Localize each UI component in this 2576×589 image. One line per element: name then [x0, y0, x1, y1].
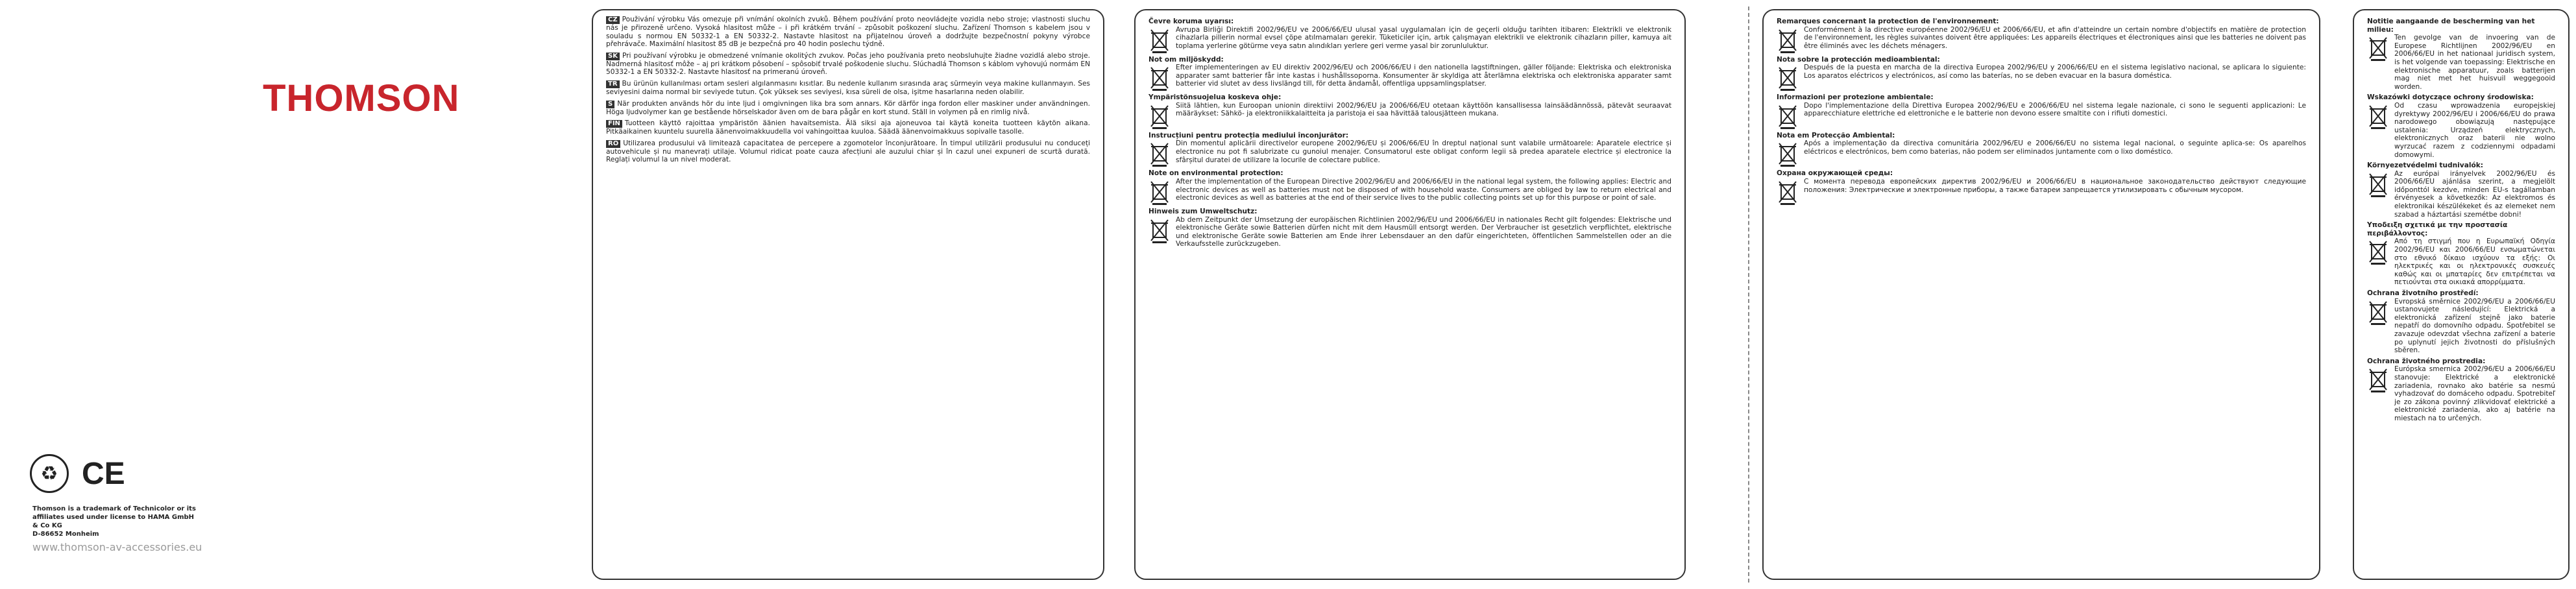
section-text: Utilizarea produsului vă limitează capacitatea de percepere a zgomotelor înconjurătoare. În timpul utilizării produsului nu conduceți autovehicule și nu manevrați utilaje. Volumul ridicat poate cauza afecțiuni ale auzului chiar și în cazul unei expuneri de scurtă durată. Reglați volumul la un nivel moderat.: [606, 139, 1090, 164]
notice-row: [1148, 64, 1671, 91]
crossed-bin-icon: [1148, 141, 1171, 167]
section-text: Pri používaní výrobku je obmedzené vnímanie okolitých zvukov. Počas jeho používania preto neobsluhujte žiadne vozidlá alebo stroje. Nadmerná hlasitosť môže – aj pri krátkom pôsobení – spôsobiť trvalé poškodenie sluchu. Slúchadlá Thomson s káblom vyhovujú normám EN 50332-1 a EN 50332-2. Nastavte hlasitosť na primeranú úroveň.: [606, 51, 1090, 77]
notice-text: Európska smernica 2002/96/EU a 2006/66/EU stanovuje: Elektrické a elektronické zariadenia, rovnako ako batérie sa nesmú vyhadzovať do domáceho odpadu. Spotrebiteľ je zo zákona povinný zlikvidovať elektrické a elektronické zariadenia, ako aj batérie na miestach na to určených.: [2394, 365, 2555, 422]
crossed-bin-icon: [2367, 35, 2389, 61]
section-title: Remarques concernant la protection de l'environnement:: [1777, 18, 1999, 25]
section-title: Környezetvédelmi tudnivalók:: [2367, 162, 2484, 170]
section-title: Not om miljöskydd:: [1148, 55, 1224, 64]
safety-section: [606, 100, 1090, 117]
notice-row: [1777, 64, 2306, 91]
notice-row: [1148, 26, 1671, 53]
section-title: Informazioni per protezione ambientale:: [1777, 93, 1934, 102]
notice-row: [1777, 102, 2306, 129]
section-title: Čevre koruma uyarısı:: [1148, 18, 1234, 25]
language-code: SK: [606, 53, 620, 60]
section-title: Ympäristönsuojelua koskeva ohje:: [1148, 93, 1282, 102]
section-text: Bu ürünün kullanılması ortam sesleri algılanmasını kısıtlar. Bu nedenle kullanım sırasında araç sürmeyin veya makine kullanmayın. Ses seviyesini daima normal bir seviyede tutun. Çok yüksek ses seviyesi, kısa süreli de olsa, işitme hasarlarına neden olabilir.: [606, 79, 1090, 96]
cover-panel: [0, 0, 590, 589]
crossed-bin-icon: [1148, 179, 1171, 205]
certification-marks: [30, 454, 125, 493]
notice-row: [1148, 178, 1671, 205]
section-text: När produkten används hör du inte ljud i omgivningen lika bra som annars. Kör därför inga fordon eller maskiner under användningen. Höga ljudvolymer kan ge bestående hörselskador även om de bara pågår en kort stund. Ställ in volymen på en rimlig nivå.: [606, 99, 1090, 116]
safety-section: [606, 80, 1090, 97]
crossed-bin-icon: [2367, 299, 2389, 325]
crossed-bin-icon: [2367, 103, 2389, 129]
notice-text: Efter implementeringen av EU direktiv 2002/96/EU och 2006/66/EU i den nationella lagstiftningen, gäller följande: Elektriska och elektroniska apparater samt batterier får inte kastas i hushållssoporna. Konsumenter är skyldiga att återlämna elektriska och elektroniska apparater samt batterier vid slutet av dess livslängd till, för detta ändamål, offentliga uppsamlingsplatser.: [1176, 64, 1671, 88]
notice-row: [2367, 298, 2555, 355]
notice-text: Από τη στιγμή που η Ευρωπαϊκή Οδηγία 2002/96/EU και 2006/66/EU ενσωματώνεται στο εθνικό δίκαιο ισχύουν τα εξής: Οι ηλεκτρικές και οι ηλεκτρονικές συσκευές καθώς και οι μπαταρίες δεν επιτρέπεται να πετιούνται στα οικιακά απορρίμματα.: [2394, 237, 2555, 287]
crossed-bin-icon: [1777, 65, 1799, 91]
notice-row: [2367, 365, 2555, 422]
notice-text: Ten gevolge van de invoering van de Europese Richtlijnen 2002/96/EU en 2006/66/EU in het nationaal juridisch system, is het volgende van toepassing: Elektrische en elektronische apparatuur, zoals batterijen mag niet met het huisvuil weggegooid worden.: [2394, 34, 2555, 91]
notice-text: Od czasu wprowadzenia europejskiej dyrektywy 2002/96/EU i 2006/66/EU do prawa narodowego obowiązują następujące ustalenia: Urządzeń elektrycznych, elektronicznych oraz baterii nie wolno wyrzucać razem z codziennymi odpadami domowymi.: [2394, 101, 2555, 159]
ce-mark-icon: CE: [82, 456, 125, 491]
notice-row: [1777, 26, 2306, 53]
notice-row: [2367, 237, 2555, 287]
notice-text: Avrupa Birliği Direktifi 2002/96/EU ve 2006/66/EU ulusal yasal uygulamaları için de geçerli olduğu tarihten itibaren: Elektrikli ve elektronik cihazlarla pillerin normal evsel çöpe atılmamaları gerekir. Tüketiciler için, artık çalışmayan elektrikli ve elektronik cihazların piller, kamuya ait toplama yerlerine götürme veya satın alındıkları yerlere geri verme yasal bir zorunluluktur.: [1176, 25, 1671, 50]
fold-line: [1748, 6, 1749, 583]
section-title: Υποδειξη σχετικά με την προστασία περιβάλλοντος:: [2367, 221, 2508, 237]
notice-row: [2367, 34, 2555, 91]
safety-panel: [592, 9, 1104, 580]
environment-panel-3: [2353, 9, 2570, 580]
crossed-bin-icon: [2367, 239, 2389, 265]
notice-row: [2367, 102, 2555, 159]
notice-text: Siitä lähtien, kun Euroopan unionin direktiivi 2002/96/EU ja 2006/66/EU otetaan käyttöön kansallisessa lainsäädännössä, pätevät seuraavat määräykset: Sähkö- ja elektroniikkalaitteita ja paristoja ei saa hävittää talousjätteen mukana.: [1176, 101, 1671, 118]
notice-row: [2367, 170, 2555, 219]
notice-text: С момента перевода европейских директив 2002/96/EU и 2006/66/EU в национальное законодательство действуют следующие положения: Электрические и электронные приборы, а также батареи запрещается утилизировать с обычным мусором.: [1804, 177, 2306, 194]
section-title: Hinweis zum Umweltschutz:: [1148, 207, 1258, 215]
notice-text: Ab dem Zeitpunkt der Umsetzung der europäischen Richtlinien 2002/96/EU und 2006/66/EU in nationales Recht gilt folgendes: Elektrische und elektronische Geräte sowie Batterien dürfen nicht mit dem Hausmüll entsorgt werden. Der Verbraucher ist gesetzlich verpflichtet, elektrische und elektronische Geräte sowie Batterien am Ende ihrer Lebensdauer an den dafür eingerichteten, öffentlichen Sammelstellen oder an die Verkaufsstelle zurückzugeben.: [1176, 215, 1671, 248]
notice-text: Después de la puesta en marcha de la directiva Europea 2002/96/EU y 2006/66/EU en el sistema legislativo nacional, se aplicara lo siguiente: Los aparatos eléctricos y electrónicos, así como las baterías, no se deben evacuar en la basura doméstica.: [1804, 64, 2306, 80]
crossed-bin-icon: [1148, 217, 1171, 243]
section-text: Tuotteen käyttö rajoittaa ympäristön äänien havaitsemista. Älä siksi aja ajoneuvoa tai käytä koneita tuotteen käytön aikana. Pitkäaikainen kuuntelu suurella äänenvoimakkuudella voi vahingoittaa kuuloa. Säädä äänenvoimakkuus sopivalle tasolle.: [606, 119, 1090, 136]
trademark-note: Thomson is a trademark of Technicolor or its affiliates used under license to HAMA GmbH & Co KG D-86652 Monheim: [32, 505, 196, 538]
notice-row: [1148, 216, 1671, 248]
notice-row: [1777, 178, 2306, 205]
crossed-bin-icon: [1148, 103, 1171, 129]
language-code: RO: [606, 140, 620, 148]
section-title: Ochrana životného prostredia:: [2367, 357, 2486, 365]
crossed-bin-icon: [1777, 141, 1799, 167]
section-text: Použivání výrobku Vás omezuje při vnímání okolních zvuků. Během používání proto neovládejte vozidla nebo stroje; vlastnosti sluchu nás je přirozeně určeno. Vysoká hlasitost může – i při krátkém trvání – způsobit poškození sluchu. Zařízení Thomson s kabelem jsou v souladu s normou EN 50332-1 a EN 50332-2. Nastavte hlasitost na přijatelnou úroveň a dodržujte bezpečnostní pokyny výrobce přehrávače. Maximální hlasitost 85 dB je bezpečná pro 40 hodin poslechu týdně.: [606, 16, 1090, 49]
section-title: Wskazówki dotyczące ochrony środowiska:: [2367, 93, 2534, 102]
safety-section: [606, 119, 1090, 136]
language-code: S: [606, 101, 614, 108]
notice-text: Az európai irányelvek 2002/96/EU és 2006/66/EU ajánlása szerint, a megjelölt időponttól kezdve, minden EU-s tagállamban érvényesek a következők: Az elektromos és elektronikai készülékeket és az elemeket nem szabad a háztartási szemétbe dobni!: [2394, 169, 2555, 219]
crossed-bin-icon: [2367, 171, 2389, 197]
website-url: www.thomson-av-accessories.eu: [32, 541, 202, 553]
crossed-bin-icon: [1777, 27, 1799, 53]
safety-section: [606, 139, 1090, 164]
section-title: Instrucțiuni pentru protecția mediului înconjurător:: [1148, 131, 1349, 139]
notice-text: Dopo l'implementazione della Direttiva Europea 2002/96/EU e 2006/66/EU nel sistema legale nazionale, ci sono le seguenti applicazioni: Le apparecchiature elettriche ed elettroniche e le batterie non devono essere smaltite con i rifiuti domestici.: [1804, 101, 2306, 118]
recycle-icon: ♻: [30, 454, 69, 493]
crossed-bin-icon: [1148, 27, 1171, 53]
safety-section: [606, 52, 1090, 77]
notice-row: [1148, 139, 1671, 167]
crossed-bin-icon: [1148, 65, 1171, 91]
notice-text: After the implementation of the European Directive 2002/96/EU and 2006/66/EU in the national legal system, the following applies: Electric and electronic devices as well as batteries must not be disposed of with household waste. Consumers are obliged by law to return electrical and electronic devices as well as batteries at the end of their service lives to the public collecting points set up for this purpose or point of sale.: [1176, 177, 1671, 202]
environment-panel-1: [1134, 9, 1686, 580]
section-title: Nota sobre la protección medioambiental:: [1777, 55, 1940, 64]
language-code: CZ: [606, 16, 620, 24]
crossed-bin-icon: [1777, 179, 1799, 205]
notice-text: Conformément à la directive européenne 2002/96/EU et 2006/66/EU, et afin d'atteindre un certain nombre d'objectifs en matière de protection de l'environnement, les règles suivantes doivent être appliquées: Les appareils électriques et électroniques ainsi que les batteries ne doivent pas être éliminés avec les déchets ménagers.: [1804, 25, 2306, 50]
notice-row: [1777, 139, 2306, 167]
language-code: TR: [606, 80, 620, 88]
brand-logo: THOMSON: [263, 77, 460, 119]
section-title: Note on environmental protection:: [1148, 169, 1283, 178]
crossed-bin-icon: [2367, 367, 2389, 392]
section-title: Nota em Protecção Ambiental:: [1777, 131, 1895, 139]
notice-text: Din momentul aplicării directivelor europene 2002/96/EU și 2006/66/EU în dreptul național sunt valabile următoarele: Aparatele electrice și electronice nu pot fi salubrizate cu gunoiul menajer. Consumatorul este obligat conform legii să predea aparatele electrice și electronice la sfârșitul duratei de utilizare la locurile de colectare publice.: [1176, 139, 1671, 164]
safety-section: [606, 16, 1090, 49]
section-title: Notitie aangaande de bescherming van het milieu:: [2367, 18, 2535, 34]
section-title: Ochrana životního prostředí:: [2367, 289, 2479, 297]
notice-text: Evropská směrnice 2002/96/EU a 2006/66/EU ustanovujete následující: Elektrická a elektronická zařízení stejně jako baterie nepatří do domovního odpadu. Spotřebitel se zavazuje odevzdat všechna zařízení a baterie po uplynutí jejich životnosti do příslušných sběren.: [2394, 297, 2555, 355]
crossed-bin-icon: [1777, 103, 1799, 129]
notice-text: Após a implementação da directiva comunitária 2002/96/EU e 2006/66/EU no sistema legal nacional, o seguinte aplica-se: Os aparelhos eléctricos e electrónicos, bem como baterias, não podem ser eliminados juntamente com o lixo doméstico.: [1804, 139, 2306, 156]
language-code: FIN: [606, 120, 622, 128]
notice-row: [1148, 102, 1671, 129]
section-title: Охрана окружающей среды:: [1777, 169, 1893, 178]
environment-panel-2: [1762, 9, 2320, 580]
